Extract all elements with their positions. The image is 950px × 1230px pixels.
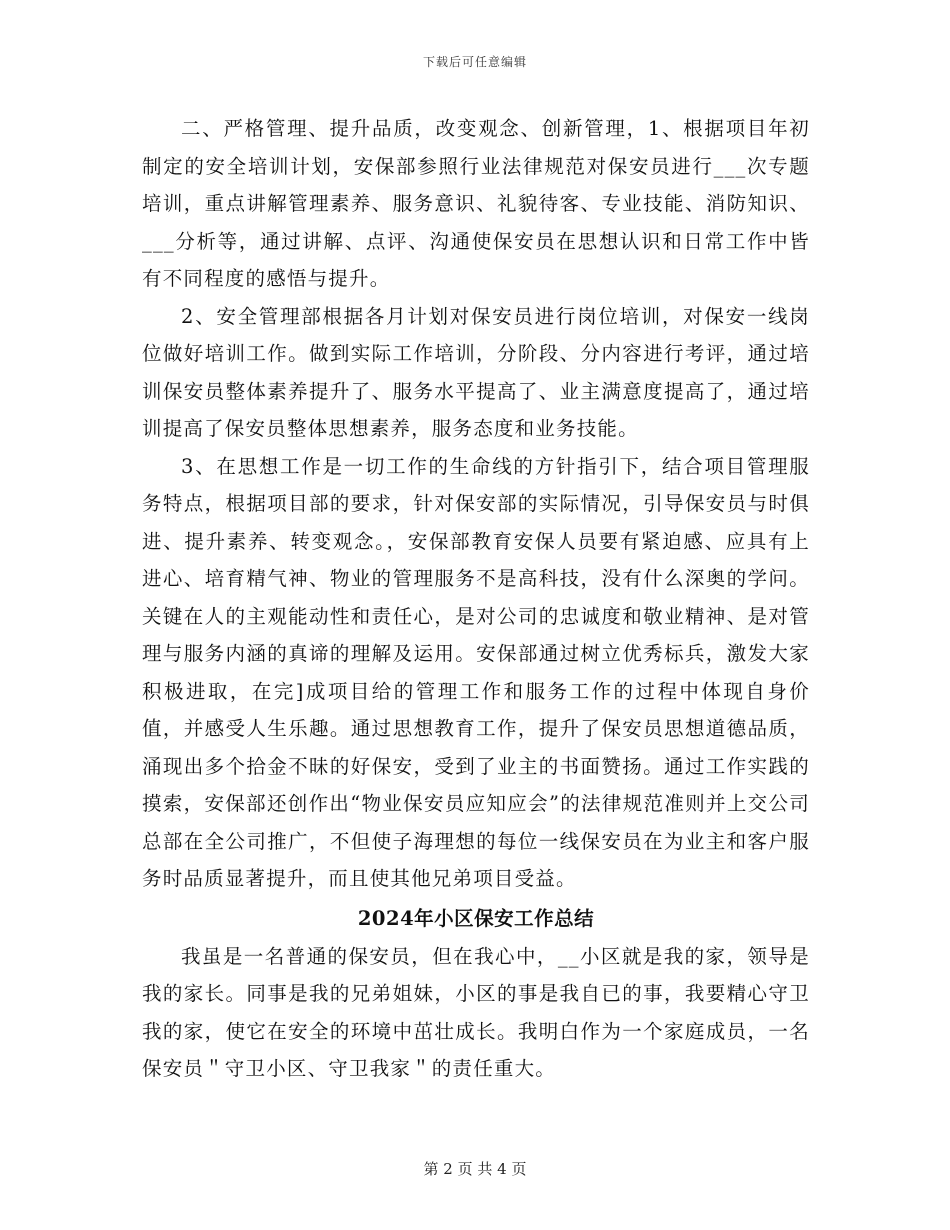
body-paragraph-2: 2、安全管理部根据各月计划对保安员进行岗位培训，对保安一线岗位做好培训工作。做到实际工作培训，分阶段、分内容进行考评，通过培训保安员整体素养提升了、服务水平提高了、业主满意度提高了，通过培训提高了保安员整体思想素养，服务态度和业务技能。 — [142, 304, 810, 440]
page-indicator: 第 2 页 共 4 页 — [423, 1160, 527, 1178]
page-header-note: 下载后可任意编辑 — [422, 55, 527, 69]
document-body — [142, 110, 810, 1088]
section-paragraph-1: 我虽是一名普通的保安员，但在我心中，__小区就是我的家，领导是我的家长。同事是我的兄弟姐妹，小区的事是我自已的事，我要精心守卫我的家，使它在安全的环境中茁壮成长。我明白作为一个家庭成员，一名保安员＂守卫小区、守卫我家＂的责任重大。 — [142, 944, 810, 1080]
body-paragraph-1: 二、严格管理、提升品质，改变观念、创新管理，1、根据项目年初制定的安全培训计划，安保部参照行业法律规范对保安员进行___次专题培训，重点讲解管理素养、服务意识、礼貌待客、专业技能、消防知识、___分析等，通过讲解、点评、沟通使保安员在思想认识和日常工作中皆有不同程度的感悟与提升。 — [142, 117, 810, 290]
section-title: 2024年小区保安工作总结 — [357, 906, 595, 930]
body-paragraph-3: 3、在思想工作是一切工作的生命线的方针指引下，结合项目管理服务特点，根据项目部的要求，针对保安部的实际情况，引导保安员与时俱进、提升素养、转变观念。，安保部教育安保人员要有紧迫感、应具有上进心、培育精气神、物业的管理服务不是高科技，没有什么深奥的学问。关键在人的主观能动性和责任心，是对公司的忠诚度和敬业精神、是对管理与服务内涵的真谛的理解及运用。安保部通过树立优秀标兵，激发大家积极进取，在完]成项目给的管理工作和服务工作的过程中体现自身价值，并感受人生乐趣。通过思想教育工作，提升了保安员思想道德品质，涌现出多个拾金不昧的好保安，受到了业主的书面赞扬。通过工作实践的摸索，安保部还创作出“物业保安员应知应会”的法律规范准则并上交公司总部在全公司推广，不但使子海理想的每位一线保安员在为业主和客户服务时品质显著提升，而且使其他兄弟项目受益。 — [142, 454, 810, 890]
